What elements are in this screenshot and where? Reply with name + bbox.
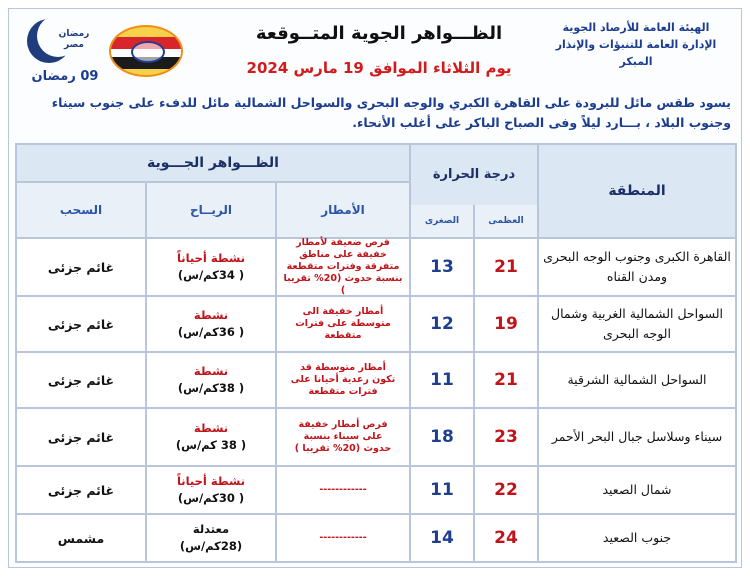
wind-level: نشطة أحياناً <box>176 474 246 488</box>
table-row-rain: فرص ضعيفة لأمطار خفيفة على مناطق متفرقة وفترات متقطعة بنسبة حدوث (20% تقريبا ) <box>277 239 409 295</box>
forecast-card <box>8 8 742 568</box>
forecast-date: يوم الثلاثاء الموافق 19 مارس 2024 <box>246 59 512 77</box>
col-header-region: المنطقة <box>539 145 735 237</box>
wind-speed: (28كم/س) <box>179 539 243 553</box>
table-row-clouds: مشمس <box>17 515 145 561</box>
table-row-region: جنوب الصعيد <box>539 515 735 561</box>
table-row-temp-min: 18 <box>411 409 473 465</box>
meteorological-authority-logo-icon <box>109 25 183 77</box>
wind-level: نشطة أحياناً <box>176 251 246 265</box>
table-row-temp-min: 14 <box>411 515 473 561</box>
table-row-rain: أمطار متوسطة قد تكون رعدية أحيانا على فترات متقطعة <box>277 353 409 407</box>
table-row-wind <box>147 515 275 561</box>
table-row-wind <box>147 239 275 295</box>
organization-name <box>541 19 731 70</box>
table-row-temp-max: 21 <box>475 239 537 295</box>
table-row-temp-max: 21 <box>475 353 537 407</box>
wind-speed: ( 38 كم/س) <box>175 438 247 452</box>
wind-level: نشطة <box>193 364 229 378</box>
ramadan-day: 09 رمضان <box>31 69 99 84</box>
table-row-clouds: غائم جزئى <box>17 467 145 513</box>
weather-summary: يسود طقس مائل للبرودة على القاهرة الكبري والوجه البحرى والسواحل الشمالية مائل للدفء على جنوب سيناء وجنوب البلاد ، بـــارد ليلاً وفى الصباح الباكر على أغلب الأنحاء. <box>51 95 731 130</box>
table-row-temp-max: 24 <box>475 515 537 561</box>
table-row-clouds: غائم جزئى <box>17 353 145 407</box>
wind-speed: ( 38كم/س) <box>177 381 245 395</box>
table-row-region: سيناء وسلاسل جبال البحر الأحمر <box>539 409 735 465</box>
table-row-clouds: غائم جزئى <box>17 297 145 351</box>
table-row-rain: ------------ <box>277 467 409 513</box>
table-row-region: السواحل الشمالية الغربية وشمال الوجه البحرى <box>539 297 735 351</box>
table-row-wind <box>147 467 275 513</box>
table-row-region: شمال الصعيد <box>539 467 735 513</box>
table-row-wind <box>147 353 275 407</box>
col-header-rain: الأمطار <box>277 183 409 237</box>
table-row-temp-min: 12 <box>411 297 473 351</box>
table-row-region: القاهرة الكبرى وجنوب الوجه البحرى ومدن القناه <box>539 239 735 295</box>
table-row-rain: ------------ <box>277 515 409 561</box>
wind-level: نشطة <box>193 308 229 322</box>
col-header-phenomena: الظـــواهر الجـــوية <box>17 145 409 181</box>
table-row-rain: أمطار خفيفة الى متوسطة على فترات متقطعة <box>277 297 409 351</box>
org-line-2: الإدارة العامة للتنبؤات والإنذار المبكر <box>555 38 717 68</box>
ramadan-logo-text: رمضان مصر <box>58 29 90 50</box>
table-row-wind <box>147 409 275 465</box>
table-row-clouds: غائم جزئى <box>17 409 145 465</box>
table-row-temp-max: 19 <box>475 297 537 351</box>
col-header-wind: الريــاح <box>147 183 275 237</box>
forecast-header <box>9 9 743 89</box>
table-row-temp-min: 11 <box>411 467 473 513</box>
wind-speed: ( 36كم/س) <box>177 325 245 339</box>
wind-speed: ( 30كم/س) <box>177 491 245 505</box>
table-row-region: السواحل الشمالية الشرقية <box>539 353 735 407</box>
col-header-temp: درجة الحرارة <box>411 145 537 205</box>
table-row-temp-min: 11 <box>411 353 473 407</box>
page-title: الظـــواهر الجوية المتــوقعة <box>255 23 503 44</box>
col-header-clouds: السحب <box>17 183 145 237</box>
table-row-clouds: غائم جزئى <box>17 239 145 295</box>
wind-speed: ( 34كم/س) <box>177 268 245 282</box>
table-row-wind <box>147 297 275 351</box>
table-row-temp-max: 22 <box>475 467 537 513</box>
org-line-1: الهيئة العامة للأرصاد الجوية <box>562 21 710 34</box>
wind-level: نشطة <box>193 421 229 435</box>
ramadan-crescent-logo-icon <box>23 19 95 73</box>
table-row-temp-min: 13 <box>411 239 473 295</box>
forecast-table <box>15 143 737 563</box>
table-row-temp-max: 23 <box>475 409 537 465</box>
wind-level: معتدلة <box>192 522 230 536</box>
table-row-rain: فرص أمطار خفيفة على سيناء بنسبة حدوث (20% تقريبا ) <box>277 409 409 465</box>
col-header-temp-min: الصغرى <box>411 205 473 237</box>
col-header-temp-max: العظمى <box>475 205 537 237</box>
